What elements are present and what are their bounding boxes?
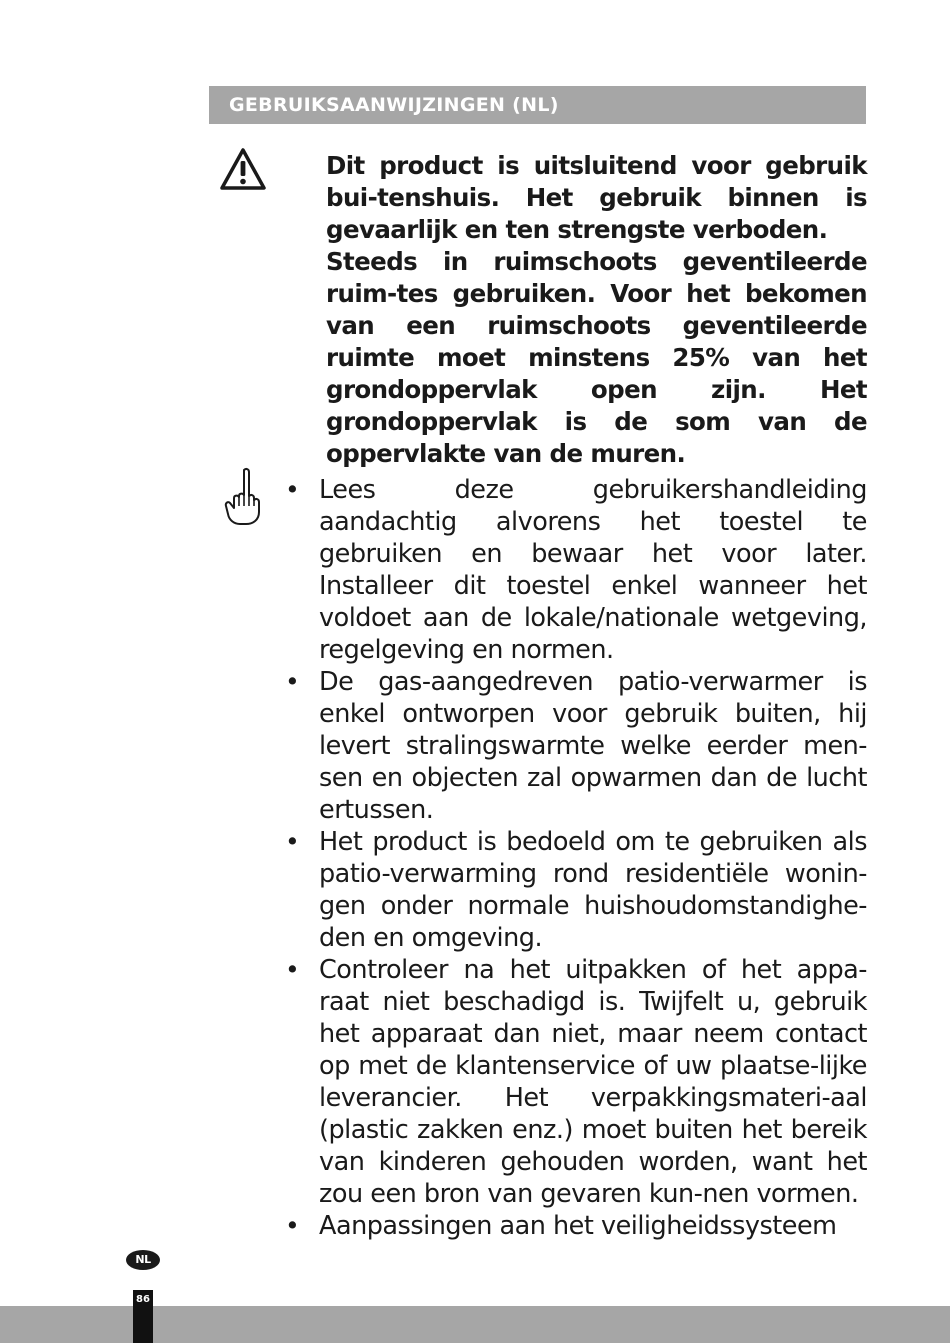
bullet-marker: •: [285, 1211, 300, 1240]
bullet-marker: •: [285, 827, 300, 856]
list-item-text: Aanpassingen aan het veiligheidssysteem: [319, 1211, 837, 1241]
instruction-list: [282, 474, 867, 1242]
bullet-marker: •: [285, 667, 300, 696]
list-item: [282, 954, 867, 1210]
page-number: 86: [136, 1294, 150, 1305]
section-title: GEBRUIKSAANWIJZINGEN (NL): [229, 94, 559, 116]
list-item: [282, 1210, 867, 1242]
warning-triangle-icon: [218, 146, 268, 192]
list-item-text: Het product is bedoeld om te gebruiken als patio-verwarming rond residentiële wonin-gen onder normale huishoudomstandighe-den en omgeving.: [319, 827, 867, 953]
page-number-tab: [133, 1290, 153, 1343]
warning-text-block: [326, 150, 867, 470]
list-item: [282, 474, 867, 666]
list-item-text: De gas-aangedreven patio-verwarmer is enkel ontworpen voor gebruik buiten, hij levert stralingswarmte welke eerder men-sen en objecten zal opwarmen dan de lucht ertussen.: [319, 667, 867, 825]
language-badge: NL: [126, 1250, 160, 1270]
list-item: [282, 826, 867, 954]
list-item-text: Controleer na het uitpakken of het appa-raat niet beschadigd is. Twijfelt u, gebruik het apparaat dan niet, maar neem contact op met de klantenservice of uw plaatse-lijke leverancier. Het verpakkingsmateri-aal (plastic zakken enz.) moet buiten het bereik van kinderen gehouden worden, want het zou een bron van gevaren kun-nen vormen.: [319, 955, 867, 1209]
pointing-hand-icon: [222, 466, 262, 528]
warning-paragraph-1: Dit product is uitsluitend voor gebruik bui-tenshuis. Het gebruik binnen is gevaarlijk en ten strengste verboden.: [326, 151, 867, 244]
list-item: [282, 666, 867, 826]
warning-paragraph-2: Steeds in ruimschoots geventileerde ruim-tes gebruiken. Voor het bekomen van een ruimschoots geventileerde ruimte moet minstens 25% van het grondoppervlak open zijn. Het grondoppervlak is de som van de oppervlakte van de muren.: [326, 247, 867, 468]
section-header-bar: [209, 86, 866, 124]
bullet-marker: •: [285, 475, 300, 504]
bullet-marker: •: [285, 955, 300, 984]
list-item-text: Lees deze gebruikershandleiding aandachtig alvorens het toestel te gebruiken en bewaar het voor later. Installeer dit toestel enkel wanneer het voldoet aan de lokale/nationale wetgeving, regelgeving en normen.: [319, 475, 867, 665]
